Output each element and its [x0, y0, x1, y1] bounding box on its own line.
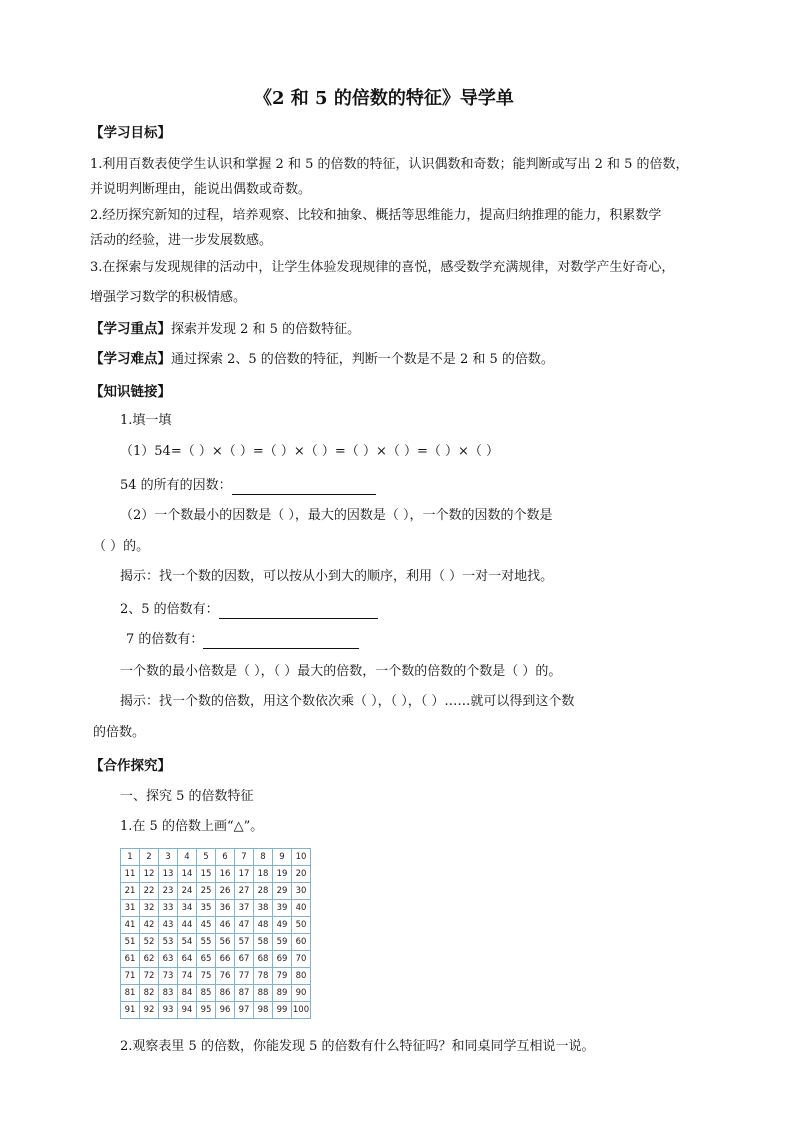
hundred-chart-cell[interactable]: 16	[216, 866, 235, 883]
hundred-chart-cell[interactable]: 15	[197, 866, 216, 883]
hundred-chart-cell[interactable]: 42	[140, 917, 159, 934]
hundred-chart-cell[interactable]: 47	[235, 917, 254, 934]
hundred-chart-cell[interactable]: 64	[178, 951, 197, 968]
goal-2-line-2: 活动的经验，进一步发展数感。	[90, 233, 273, 248]
hundred-chart-cell[interactable]: 65	[197, 951, 216, 968]
hundred-chart-cell[interactable]: 22	[140, 883, 159, 900]
hundred-chart-cell[interactable]: 51	[121, 934, 140, 951]
hundred-chart-cell[interactable]: 62	[140, 951, 159, 968]
hundred-chart-cell[interactable]: 24	[178, 883, 197, 900]
hundred-chart-cell[interactable]: 10	[292, 849, 311, 866]
multiples-2-5-label: 2、5 的倍数有：	[120, 602, 219, 617]
hundred-chart-cell[interactable]: 95	[197, 1002, 216, 1019]
multiples-2-5	[120, 601, 378, 619]
hundred-chart-cell[interactable]: 8	[254, 849, 273, 866]
key-point-text: 探索并发现 2 和 5 的倍数特征。	[171, 322, 361, 337]
hundred-chart-cell[interactable]: 72	[140, 968, 159, 985]
hundred-chart-cell[interactable]: 6	[216, 849, 235, 866]
hundred-chart-cell[interactable]: 1	[121, 849, 140, 866]
difficulty-text: 通过探索 2、5 的倍数的特征，判断一个数是不是 2 和 5 的倍数。	[171, 352, 554, 367]
hundred-chart	[120, 848, 311, 1019]
hundred-chart-cell[interactable]: 43	[159, 917, 178, 934]
hundred-chart-cell[interactable]: 61	[121, 951, 140, 968]
hundred-chart-cell[interactable]: 35	[197, 900, 216, 917]
hundred-chart-cell[interactable]: 81	[121, 985, 140, 1002]
hundred-chart-cell[interactable]: 13	[159, 866, 178, 883]
hundred-chart-cell[interactable]: 85	[197, 985, 216, 1002]
hundred-chart-cell[interactable]: 84	[178, 985, 197, 1002]
explore-heading: 【合作探究】	[90, 758, 171, 774]
hundred-chart-cell[interactable]: 59	[273, 934, 292, 951]
hundred-chart-cell[interactable]: 26	[216, 883, 235, 900]
goal-3-line-1: 3.在探索与发现规律的活动中，让学生体验发现规律的喜悦，感受数学充满规律，对数学产生好奇心，	[90, 260, 675, 275]
hundred-chart-cell[interactable]: 91	[121, 1002, 140, 1019]
key-point	[90, 320, 360, 339]
hundred-chart-cell[interactable]: 79	[273, 968, 292, 985]
hundred-chart-cell[interactable]: 73	[159, 968, 178, 985]
answer-line[interactable]	[219, 604, 378, 619]
hundred-chart-cell[interactable]: 2	[140, 849, 159, 866]
hundred-chart-cell[interactable]: 4	[178, 849, 197, 866]
hundred-chart-cell[interactable]: 28	[254, 883, 273, 900]
hundred-chart-cell[interactable]: 82	[140, 985, 159, 1002]
hundred-chart-cell[interactable]: 37	[235, 900, 254, 917]
factors-of-54	[120, 477, 376, 495]
hundred-chart-cell[interactable]: 48	[254, 917, 273, 934]
hundred-chart-row	[121, 849, 311, 866]
hundred-chart-cell[interactable]: 18	[254, 866, 273, 883]
hundred-chart-cell[interactable]: 90	[292, 985, 311, 1002]
hundred-chart-cell[interactable]: 19	[273, 866, 292, 883]
goal-2-line-1: 2.经历探究新知的过程，培养观察、比较和抽象、概括等思维能力，提高归纳推理的能力，积累数学	[90, 208, 662, 223]
hundred-chart-cell[interactable]: 66	[216, 951, 235, 968]
hundred-chart-row	[121, 866, 311, 883]
hundred-chart-row	[121, 934, 311, 951]
hundred-chart-cell[interactable]: 49	[273, 917, 292, 934]
goal-1-line-1: 1.利用百数表使学生认识和掌握 2 和 5 的倍数的特征，认识偶数和奇数；能判断或写出 2 和 5 的倍数，	[90, 157, 689, 172]
multiple-question: 一个数的最小倍数是（ ），（ ）最大的倍数，一个数的倍数的个数是（ ）的。	[120, 664, 562, 679]
hundred-chart-cell[interactable]: 5	[197, 849, 216, 866]
factor-equation: （1）54=（ ）×（ ）=（ ）×（ ）=（ ）×（ ）=（ ）×（ ）	[120, 444, 500, 459]
goals-heading: 【学习目标】	[90, 125, 171, 141]
hundred-chart-cell[interactable]: 55	[197, 934, 216, 951]
hundred-chart-cell[interactable]: 93	[159, 1002, 178, 1019]
hundred-chart-cell[interactable]: 87	[235, 985, 254, 1002]
hundred-chart-row	[121, 900, 311, 917]
hundred-chart-cell[interactable]: 54	[178, 934, 197, 951]
hundred-chart-cell[interactable]: 92	[140, 1002, 159, 1019]
hundred-chart-cell[interactable]: 9	[273, 849, 292, 866]
goal-1-line-2: 并说明判断理由，能说出偶数或奇数。	[90, 182, 312, 197]
goal-3-line-2: 增强学习数学的积极情感。	[90, 290, 247, 305]
hundred-chart-cell[interactable]: 44	[178, 917, 197, 934]
hundred-chart-cell[interactable]: 17	[235, 866, 254, 883]
hundred-chart-cell[interactable]: 11	[121, 866, 140, 883]
hundred-chart-cell[interactable]: 86	[216, 985, 235, 1002]
hundred-chart-cell[interactable]: 57	[235, 934, 254, 951]
hundred-chart-cell[interactable]: 40	[292, 900, 311, 917]
explore-task-2: 2.观察表里 5 的倍数，你能发现 5 的倍数有什么特征吗？和同桌同学互相说一说。	[120, 1039, 595, 1054]
hundred-chart-cell[interactable]: 88	[254, 985, 273, 1002]
hundred-chart-cell[interactable]: 94	[178, 1002, 197, 1019]
hundred-chart-row	[121, 917, 311, 934]
hundred-chart-cell[interactable]: 71	[121, 968, 140, 985]
difficulty-point	[90, 350, 554, 369]
hundred-chart-cell[interactable]: 7	[235, 849, 254, 866]
hundred-chart-cell[interactable]: 14	[178, 866, 197, 883]
hundred-chart-cell[interactable]: 46	[216, 917, 235, 934]
hundred-chart-row	[121, 883, 311, 900]
hundred-chart-row	[121, 951, 311, 968]
multiple-hint-cont: 的倍数。	[93, 725, 146, 740]
hundred-chart-cell[interactable]: 45	[197, 917, 216, 934]
factor-question-cont: （ ）的。	[93, 539, 150, 554]
factor-hint: 揭示：找一个数的因数，可以按从小到大的顺序，利用（ ）一对一对地找。	[120, 569, 554, 584]
hundred-chart-cell[interactable]: 68	[254, 951, 273, 968]
hundred-chart-cell[interactable]: 69	[273, 951, 292, 968]
hundred-chart-cell[interactable]: 100	[292, 1002, 311, 1019]
hundred-chart-cell[interactable]: 39	[273, 900, 292, 917]
hundred-chart-cell[interactable]: 20	[292, 866, 311, 883]
difficulty-label: 【学习难点】	[90, 351, 171, 367]
hundred-chart-cell[interactable]: 97	[235, 1002, 254, 1019]
hundred-chart-cell[interactable]: 21	[121, 883, 140, 900]
hundred-chart-cell[interactable]: 41	[121, 917, 140, 934]
hundred-chart-cell[interactable]: 99	[273, 1002, 292, 1019]
hundred-chart-cell[interactable]: 67	[235, 951, 254, 968]
answer-line[interactable]	[232, 480, 376, 495]
hundred-chart-row	[121, 1002, 311, 1019]
link-heading: 【知识链接】	[90, 384, 171, 400]
hundred-chart-cell[interactable]: 70	[292, 951, 311, 968]
hundred-chart-cell[interactable]: 32	[140, 900, 159, 917]
hundred-chart-cell[interactable]: 23	[159, 883, 178, 900]
hundred-chart-cell[interactable]: 83	[159, 985, 178, 1002]
hundred-chart-cell[interactable]: 52	[140, 934, 159, 951]
hundred-chart-cell[interactable]: 63	[159, 951, 178, 968]
explore-task-1: 1.在 5 的倍数上画“△”。	[120, 819, 264, 834]
hundred-chart-cell[interactable]: 3	[159, 849, 178, 866]
hundred-chart-cell[interactable]: 50	[292, 917, 311, 934]
hundred-chart-cell[interactable]: 78	[254, 968, 273, 985]
hundred-chart-cell[interactable]: 29	[273, 883, 292, 900]
hundred-chart-row	[121, 985, 311, 1002]
hundred-chart-cell[interactable]: 36	[216, 900, 235, 917]
factor-question: （2）一个数最小的因数是（ ），最大的因数是（ ），一个数的因数的个数是	[120, 508, 553, 523]
hundred-chart-cell[interactable]: 74	[178, 968, 197, 985]
hundred-chart-cell[interactable]: 33	[159, 900, 178, 917]
hundred-chart-cell[interactable]: 89	[273, 985, 292, 1002]
multiples-7-label: 7 的倍数有：	[126, 632, 204, 647]
hundred-chart-cell[interactable]: 27	[235, 883, 254, 900]
multiples-7	[126, 631, 359, 649]
hundred-chart-cell[interactable]: 30	[292, 883, 311, 900]
hundred-chart-cell[interactable]: 76	[216, 968, 235, 985]
fill-in-title: 1.填一填	[120, 413, 172, 428]
hundred-chart-cell[interactable]: 25	[197, 883, 216, 900]
factors-of-54-label: 54 的所有的因数：	[120, 478, 232, 493]
hundred-chart-cell[interactable]: 58	[254, 934, 273, 951]
hundred-chart-cell[interactable]: 77	[235, 968, 254, 985]
hundred-chart-row	[121, 968, 311, 985]
hundred-chart-cell[interactable]: 75	[197, 968, 216, 985]
hundred-chart-cell[interactable]: 98	[254, 1002, 273, 1019]
hundred-chart-cell[interactable]: 60	[292, 934, 311, 951]
hundred-chart-cell[interactable]: 56	[216, 934, 235, 951]
hundred-chart-cell[interactable]: 38	[254, 900, 273, 917]
hundred-chart-cell[interactable]: 31	[121, 900, 140, 917]
hundred-chart-cell[interactable]: 12	[140, 866, 159, 883]
explore-section-1: 一、探究 5 的倍数特征	[120, 789, 254, 804]
answer-line[interactable]	[203, 634, 359, 649]
hundred-chart-cell[interactable]: 34	[178, 900, 197, 917]
multiple-hint: 揭示：找一个数的倍数，用这个数依次乘（ ），（ ），（ ）……就可以得到这个数	[120, 694, 575, 709]
hundred-chart-cell[interactable]: 80	[292, 968, 311, 985]
hundred-chart-cell[interactable]: 53	[159, 934, 178, 951]
hundred-chart-cell[interactable]: 96	[216, 1002, 235, 1019]
page-title: 《2 和 5 的倍数的特征》导学单	[254, 88, 514, 109]
key-point-label: 【学习重点】	[90, 321, 171, 337]
